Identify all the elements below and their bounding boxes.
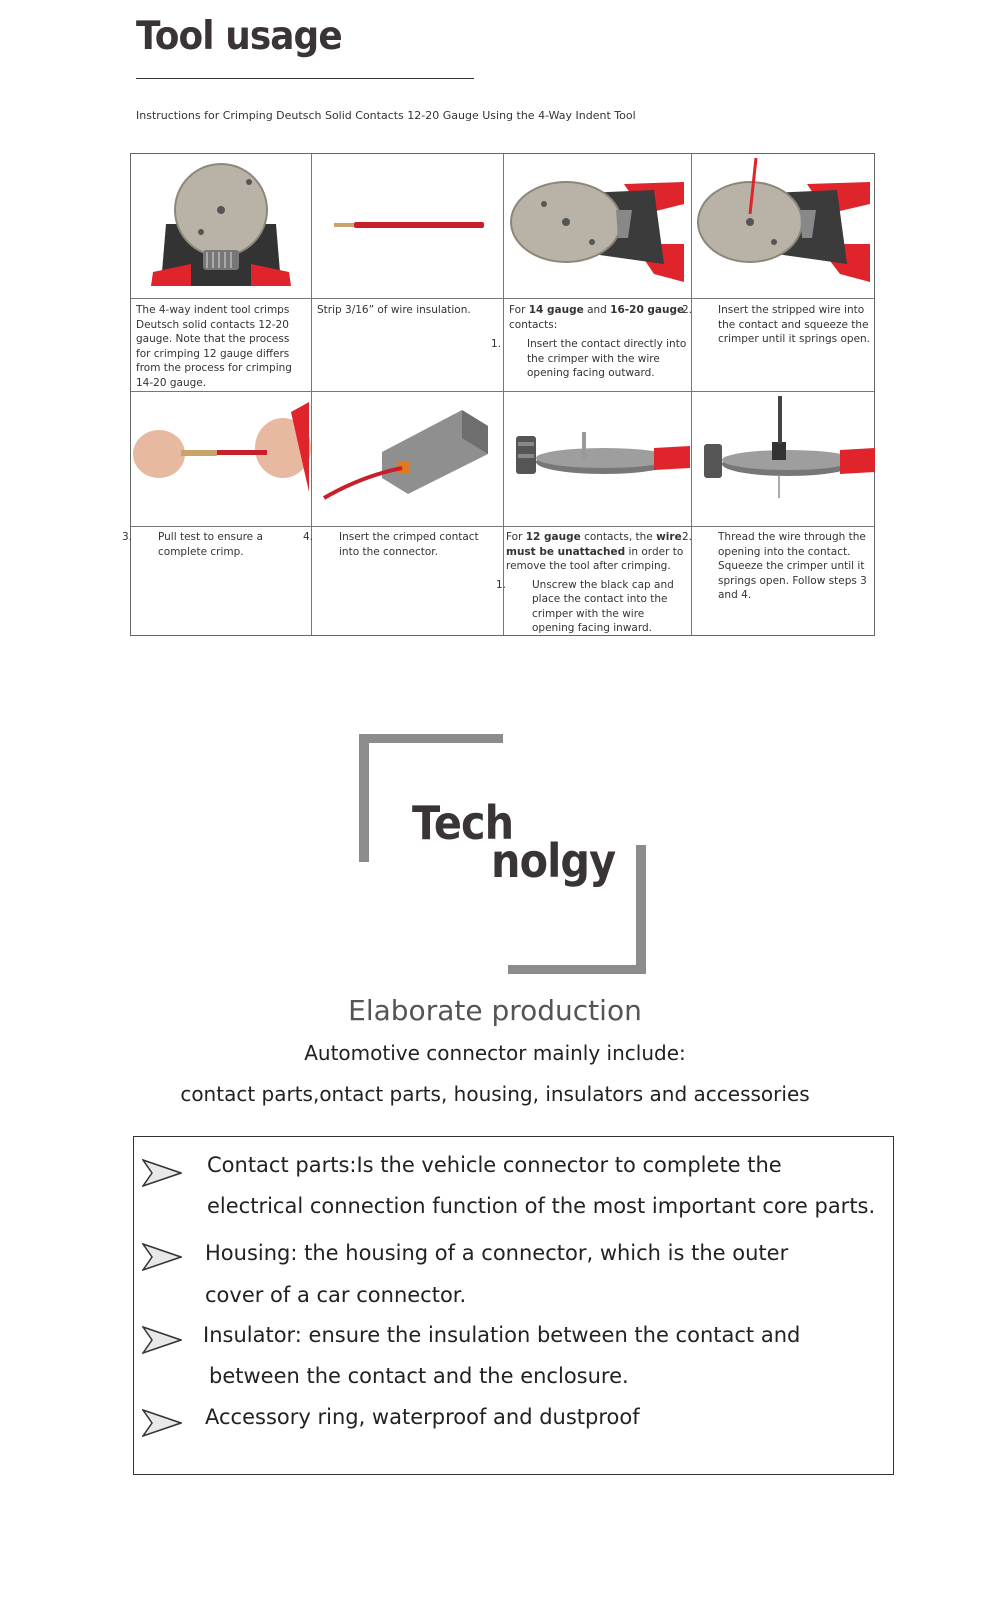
pull-test-photo [131, 392, 311, 526]
step-item [303, 530, 499, 559]
production-intro: Automotive connector mainly include: [304, 1041, 686, 1065]
step-item [496, 578, 689, 636]
technology-heading-part2: nolgy [491, 834, 616, 888]
bullet-text: electrical connection function of the most important core parts. [207, 1194, 876, 1218]
step-number: 2. [682, 531, 693, 543]
text-run: in order to remove the tool after crimping. [506, 545, 684, 572]
production-heading: Elaborate production [348, 994, 642, 1027]
crimp-tool-head-photo [131, 154, 311, 298]
cell-text [682, 303, 876, 347]
step-number: 1. [496, 578, 507, 591]
stripped-wire-photo [312, 154, 503, 298]
crimper-open-photo [504, 154, 691, 298]
cell-paragraph [506, 530, 689, 574]
bullet-text: Contact parts:Is the vehicle connector to complete the [207, 1153, 782, 1177]
step-item [122, 530, 307, 559]
bullet-text: cover of a car connector. [205, 1283, 467, 1307]
cell-text [303, 530, 503, 559]
crimper-12-gauge-photo [504, 392, 691, 526]
cell-text [122, 530, 311, 559]
grid-divider [131, 526, 874, 527]
instructions-subtitle: Instructions for Crimping Deutsch Solid Contacts 12-20 Gauge Using the 4-Way Indent Tool [136, 109, 636, 122]
arrow-bullet-icon [142, 1159, 182, 1187]
step-number: 3. [122, 531, 133, 543]
bullet-text: Insulator: ensure the insulation between the contact and [203, 1323, 801, 1347]
text-bold: wire must be unattached [506, 531, 682, 558]
bullet-text: Accessory ring, waterproof and dustproof [205, 1405, 640, 1429]
text-bold: 14 gauge [528, 304, 584, 316]
cell-text [682, 530, 876, 603]
text-run: contacts, the [580, 531, 657, 543]
page-title: Tool usage [136, 14, 342, 59]
cell-text [496, 530, 691, 636]
tech-frame-bracket [359, 734, 503, 743]
crimper-with-wire-photo [692, 154, 876, 298]
components-box [133, 1136, 894, 1475]
text-bold: 16-20 gauge [610, 304, 685, 316]
connector-insert-photo [312, 392, 503, 526]
tech-frame-bracket [508, 965, 646, 974]
cell-paragraph [509, 303, 687, 332]
tech-frame-bracket [636, 845, 646, 974]
text-run: For [506, 531, 526, 543]
step-text: Thread the wire through the opening into the contact. Squeeze the crimper until it springs open. Follow steps 3 and 4. [718, 531, 867, 601]
arrow-bullet-icon [142, 1243, 182, 1271]
title-divider [136, 78, 474, 79]
step-item [491, 337, 687, 381]
cell-text [491, 303, 691, 381]
arrow-bullet-icon [142, 1326, 182, 1354]
step-number: 2. [682, 304, 693, 316]
text-run: and [583, 304, 611, 316]
crimper-thread-wire-photo [692, 392, 876, 526]
step-text: Insert the crimped contact into the connector. [339, 531, 479, 558]
text-run: contacts: [509, 318, 558, 331]
step-text: Unscrew the black cap and place the contact into the crimper with the wire opening facing inward. [532, 578, 674, 634]
bullet-text: Housing: the housing of a connector, which is the outer [205, 1241, 789, 1265]
step-number: 1. [491, 338, 502, 350]
cell-text [132, 303, 311, 390]
step-text: Insert the stripped wire into the contact and squeeze the crimper until it springs open. [718, 304, 871, 345]
step-number: 4. [303, 531, 314, 543]
tech-frame-bracket [359, 734, 369, 862]
arrow-bullet-icon [142, 1409, 182, 1437]
production-components: contact parts,ontact parts, housing, insulators and accessories [180, 1082, 810, 1106]
step-text: Pull test to ensure a complete crimp. [158, 531, 263, 558]
bullet-text: between the contact and the enclosure. [209, 1364, 629, 1388]
cell-paragraph: Strip 3/16” of wire insulation. [317, 304, 471, 316]
step-item [682, 530, 872, 603]
text-run: For [509, 304, 529, 316]
instruction-grid [122, 153, 875, 636]
grid-divider [131, 298, 874, 299]
step-text: Insert the contact directly into the crimper with the wire opening facing outward. [527, 338, 687, 379]
text-bold: 12 gauge [525, 531, 581, 543]
step-item [682, 303, 872, 347]
cell-paragraph: The 4-way indent tool crimps Deutsch solid contacts 12-20 gauge. Note that the process for crimping 12 gauge differs from the process for crimping 14-20 gauge. [136, 304, 292, 389]
cell-text [313, 303, 503, 318]
technology-heading-part1: Tech [412, 796, 514, 850]
